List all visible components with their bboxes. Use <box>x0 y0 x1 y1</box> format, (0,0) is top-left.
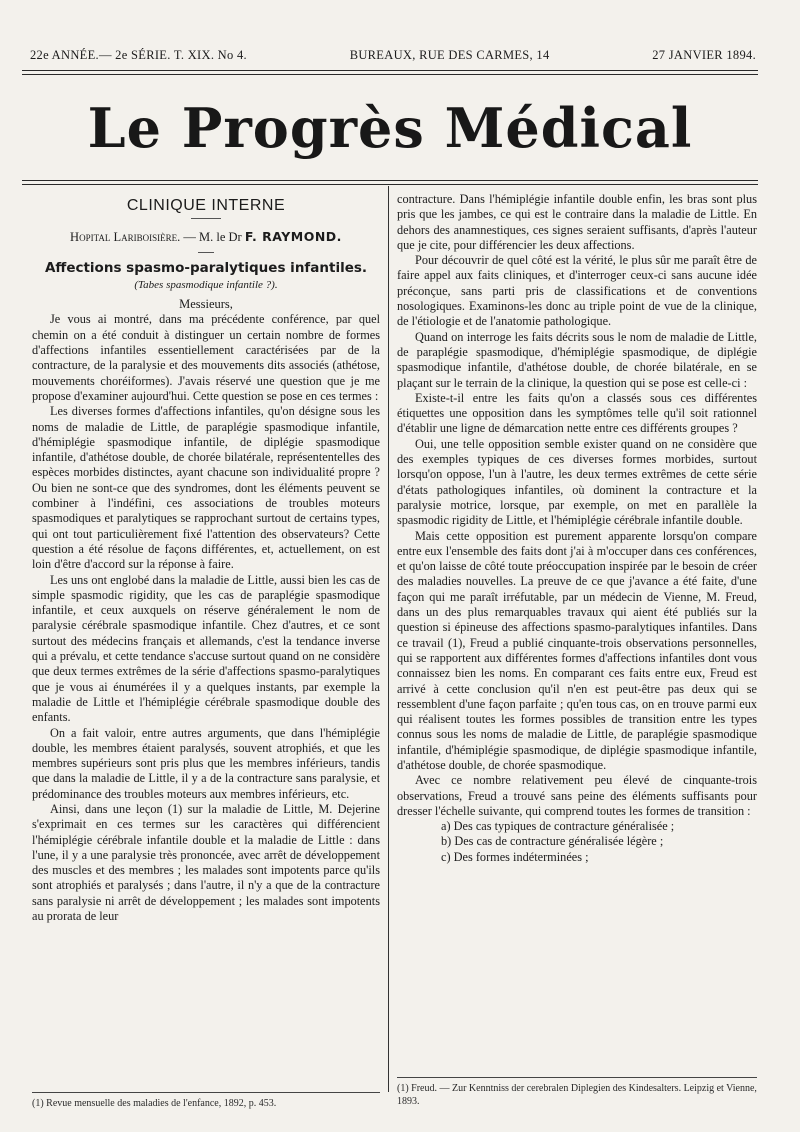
footnote-rule-right <box>397 1077 757 1078</box>
masthead-rule-bottom <box>22 184 758 185</box>
hospital-line <box>32 229 380 245</box>
footnote-rule-left <box>32 1092 380 1093</box>
doctor-name: F. RAYMOND. <box>244 229 342 245</box>
issue-date: 27 JANVIER 1894. <box>652 48 756 62</box>
list-item: a) Des cas typiques de contracture généralisée ; <box>441 819 675 834</box>
header-rule-top <box>22 70 758 71</box>
paragraph: Je vous ai montré, dans ma précédente conférence, par quel chemin on a été conduit à distinguer un certain nombre de formes d'affections infantiles essentiellement caractérisées par de la contracture, de la paralysie et des mouvements dits associés (athétose, mouvements choréiformes). J'avais réservé une question que je me propose d'examiner aujourd'hui. Cette question se pose en ces termes : <box>32 312 380 403</box>
column-divider <box>388 186 389 1092</box>
paragraph: Avec ce nombre relativement peu élevé de cinquante-trois observations, Freud a trouvé sans peine des éléments suffisants pour dresser l'échelle suivante, qui comprend toutes les formes de transition : <box>397 773 757 818</box>
paragraph: contracture. Dans l'hémiplégie infantile double enfin, les bras sont plus pris que les jambes, ce qui est le contraire dans la maladie de Little. En dehors des anamnestiques, ces signes seraient suffisants, d'après l'auteur que je cite, pour différencier les deux affections. <box>397 192 757 252</box>
paragraph: Ainsi, dans une leçon (1) sur la maladie de Little, M. Dejerine s'exprimait en ces termes sur les caractères qui différencient l'hémiplégie cérébrale infantile double et la maladie de Little : dans l'une, il y a une paralysie très prononcée, avec arrêt de développement des muscles et des membres ; les malades sont impotents parce qu'ils sont atrophiés et paralysés ; dans l'autre, il n'y a que de la contracture sans paralysie ni arrêt de développement ; les malades sont impotents au prorata de leur <box>32 801 380 924</box>
article-title: Affections spasmo-paralytiques infantiles. <box>44 259 368 276</box>
masthead-title: Le Progrès Médical <box>87 96 693 160</box>
paragraph: Les diverses formes d'affections infantiles, qu'on désigne sous les noms de maladie de Little, de paraplégie spasmodique infantile, d'hémiplégie spasmodique infantile, de diplégie spasmodique infantile, d'athétose double, de chorée bilatérale, représententelles des espèces morbides distinctes, ayant chacune son individualité propre ? Ou bien ne sont-ce que des syndromes, dont les éléments peuvent se combiner à l'indéfini, ces associations de troubles moteurs spasmodiques et paralytiques se rapprochant surtout de certains types, qui ont tout particulièrement fixé l'attention des observateurs? Cette question a été résolue de façons différentes, et, actuellement, on est loin d'être d'accord sur la réponse à faire. <box>32 404 380 572</box>
paragraph: Mais cette opposition est purement apparente lorsqu'on compare entre eux l'ensemble des faits dont j'ai à m'occuper dans ces conférences, et qu'on laisse de côté toute préoccupation inspirée par le besoin de créer des maladies nouvelles. La preuve de ce que j'avance a été faite, d'une façon qui me paraît irréfutable, par un médecin de Vienne, M. Freud, dans un des plus remarquables travaux qui aient été publiés sur la question si épineuse des affections spasmo-paralytiques infantiles. Dans ce travail (1), Freud a publié cinquante-trois observations personnelles, qui se rapportent aux différentes formes d'affections infantiles dont vous connaissez bien les noms. En comparant ces faits entre eux, Freud est arrivé à cette conclusion qu'il n'en est peut-être pas deux qui se ressemblent d'une façon parfaite ; qu'en tous cas, on en trouve parmi eux qui réalisent toutes les formes possibles de transition entre les types connus sous les noms de maladie de Little, de paraplégie spasmodique infantile, d'hémiplégie spasmodique, de diplégie spasmodique infantile, d'athétose double, de chorée spasmodique. <box>397 528 757 772</box>
list-item: b) Des cas de contracture généralisée légère ; <box>441 834 664 849</box>
salutation: Messieurs, <box>179 297 233 312</box>
issue-header <box>30 48 756 63</box>
hospital-name: Hopital Lariboisière. <box>70 230 181 245</box>
header-rule-bottom <box>22 74 758 75</box>
paragraph: Les uns ont englobé dans la maladie de Little, aussi bien les cas de simple spasmodic rigidity, que les cas de paraplégie spasmodique infantile, et ceux auxquels on réserve généralement le nom de paralysie cérébrale spasmodique infantile. Chez d'autres, et ce sont surtout des médecins français et allemands, c'est la tendance inverse qui a prévalu, et cette tendance s'accuse surtout quand on ne considère que deux termes extrêmes de la série d'affections spasmo-paralytiques que je vous ai énumérées il y a quelques instants, par exemple la maladie de Little et l'hémiplégie cérébrale spasmodique double des enfants. <box>32 572 380 725</box>
footnote-left: (1) Revue mensuelle des maladies de l'enfance, 1892, p. 453. <box>32 1098 277 1109</box>
title-divider <box>198 252 214 253</box>
article-subtitle: (Tabes spasmodique infantile ?). <box>134 278 278 291</box>
paragraph: Existe-t-il entre les faits qu'on a classés sous ces différentes étiquettes une opposition dans les symptômes telle qu'il soit rationnel d'établir une ligne de démarcation nette entre ces différents groupes ? <box>397 390 757 436</box>
issue-number: 22e ANNÉE.— 2e SÉRIE. T. XIX. No 4. <box>30 48 247 62</box>
section-title: CLINIQUE INTERNE <box>32 198 380 219</box>
left-column <box>32 192 380 924</box>
list-item: c) Des formes indéterminées ; <box>441 849 589 864</box>
paragraph: Pour découvrir de quel côté est la vérité, le plus sûr me paraît être de faire appel aux faits cliniques, et d'interroger ceux-ci sans aucune idée préconçue, sans parti pris de classifications et de conventions nosologiques. Examinons-les donc au triple point de vue de la clinique, de l'étiologie et de l'anatomie pathologique. <box>397 253 757 329</box>
masthead-rule-top <box>22 180 758 181</box>
footnote-right: (1) Freud. — Zur Kenntniss der cerebralen Diplegien des Kindesalters. Leipzig et Vienne, 1893. <box>397 1083 757 1107</box>
right-column <box>397 192 757 865</box>
hospital-separator: — M. le Dr <box>180 230 245 245</box>
office-address: BUREAUX, RUE DES CARMES, 14 <box>349 48 550 62</box>
paragraph: Oui, une telle opposition semble exister quand on ne considère que des exemples typiques de ces diverses formes morbides, surtout lorsqu'on oppose, l'un à l'autre, les deux termes extrêmes de cette série d'états pathologiques infantiles, où dominent la contracture et la paralysie motrice, lorsque, par exemple, on met en parallèle la spasmodic rigidity de Little, et l'hémiplégie cérébrale infantile double. <box>397 436 757 528</box>
paragraph: On a fait valoir, entre autres arguments, que dans l'hémiplégie double, les membres étaient paralysés, souvent atrophiés, et que les membres supérieurs sont pris plus que les membres inférieurs, tandis que dans la maladie de Little, il y a de la contracture sans paralysie, et prédominance des troubles moteurs aux membres inférieurs, etc. <box>32 725 380 801</box>
paragraph: Quand on interroge les faits décrits sous le nom de maladie de Little, de paraplégie spasmodique, d'hémiplégie spasmodique, de diplégie spasmodique infantile, d'athétose double, de chorée bilatérale, en se plaçant sur le terrain de la clinique, la question qui se pose est celle-ci : <box>397 329 757 390</box>
